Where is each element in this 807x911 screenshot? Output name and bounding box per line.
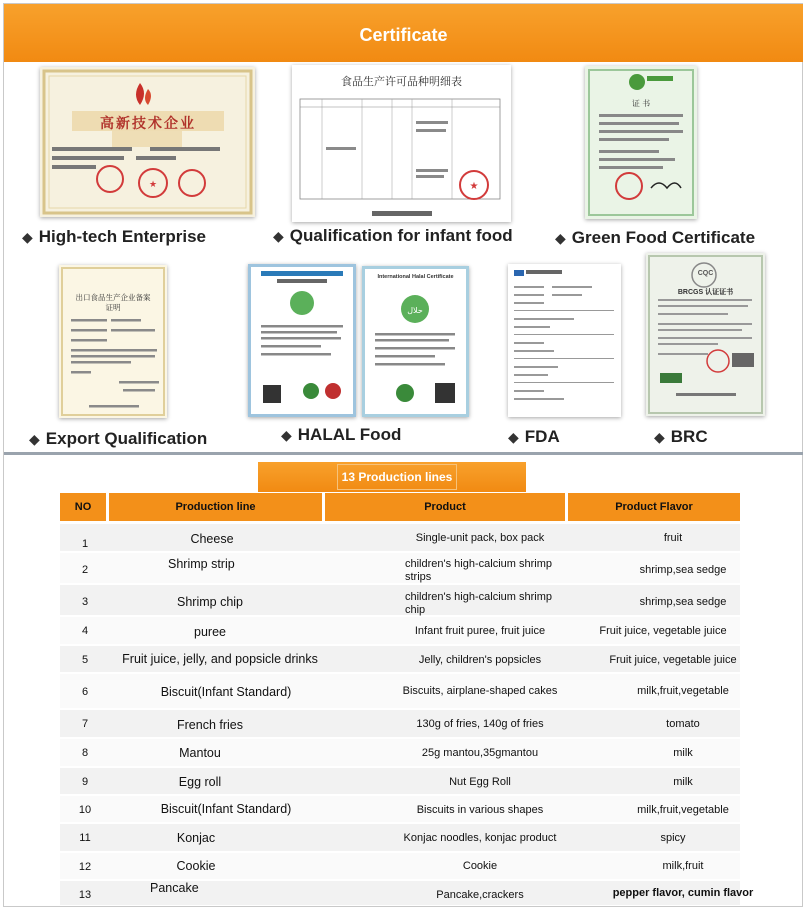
cell-production-line: Cookie <box>176 859 216 873</box>
caption-export-text: Export Qualification <box>45 429 208 448</box>
cell-no: 6 <box>81 686 89 698</box>
cert-brc-logo: CQC <box>697 270 714 277</box>
cell-no: 5 <box>81 654 89 666</box>
cert-brc-doc-title: BRCGS 认证证书 <box>677 289 734 296</box>
cert-export-image <box>59 265 167 418</box>
diamond-bullet-icon: ◆ <box>273 228 284 244</box>
cell-no: 3 <box>81 596 89 608</box>
table-row <box>60 674 740 708</box>
cert-export-graphic <box>59 265 167 418</box>
cert-brc-image <box>646 253 765 416</box>
cell-product: 130g of fries, 140g of fries <box>416 718 544 730</box>
table-header-line: Production line <box>109 493 322 521</box>
cell-production-line: Mantou <box>179 746 221 760</box>
diamond-bullet-icon: ◆ <box>508 429 519 445</box>
cell-product: Jelly, children's popsicles <box>418 654 542 666</box>
caption-halal-text: HALAL Food <box>297 425 402 444</box>
cell-production-line: Fruit juice, jelly, and popsicle drinks <box>122 652 318 666</box>
cell-no: 11 <box>79 832 91 844</box>
cell-production-line: Shrimp strip <box>168 557 235 571</box>
cell-no: 9 <box>81 776 89 788</box>
table-header-no: NO <box>60 493 106 521</box>
cell-product: Single-unit pack, box pack <box>415 532 545 544</box>
caption-hightech-text: High-tech Enterprise <box>38 227 206 246</box>
cert-infant-image <box>292 65 511 222</box>
table-row <box>60 853 740 879</box>
cell-flavor: shrimp,sea sedge <box>639 596 727 608</box>
cell-production-line: Biscuit(Infant Standard) <box>160 685 292 699</box>
cert-hightech-seal-text: 高新技术企业 <box>100 115 196 131</box>
diamond-bullet-icon: ◆ <box>281 427 292 443</box>
table-header-product: Product <box>325 493 565 521</box>
cell-product: Nut Egg Roll <box>449 776 511 788</box>
cell-flavor: spicy <box>660 832 686 844</box>
table-row <box>60 646 740 672</box>
caption-hightech <box>22 227 206 247</box>
cell-no: 2 <box>81 564 89 576</box>
table-row <box>60 553 740 583</box>
cell-product: Biscuits in various shapes <box>416 804 544 816</box>
cert-brc-graphic <box>646 253 765 416</box>
cell-flavor: Fruit juice, vegetable juice <box>599 625 727 637</box>
cell-product: children's high-calcium shrimp chip <box>405 591 552 616</box>
caption-green-text: Green Food Certificate <box>571 228 756 247</box>
svg-text:★: ★ <box>469 181 479 192</box>
cell-product: Pancake,crackers <box>436 889 524 901</box>
cell-flavor: milk,fruit,vegetable <box>637 804 729 816</box>
caption-fda-text: FDA <box>524 427 560 446</box>
section-divider <box>4 452 803 455</box>
cell-production-line: Pancake <box>150 881 199 895</box>
cert-halal-graphic-2 <box>365 269 466 414</box>
cell-production-line: Cheese <box>190 532 234 546</box>
cert-green-doc-title: 证 书 <box>631 99 651 108</box>
production-banner-title: 13 Production lines <box>337 464 457 490</box>
cert-halal-graphic-1 <box>251 267 353 414</box>
cell-flavor: Fruit juice, vegetable juice <box>609 654 737 666</box>
diamond-bullet-icon: ◆ <box>555 230 566 246</box>
cell-no: 13 <box>78 889 92 901</box>
cell-product: children's high-calcium shrimp strips <box>405 558 552 583</box>
cell-no: 4 <box>81 625 89 637</box>
table-row <box>60 881 754 905</box>
cell-no: 12 <box>78 861 92 873</box>
table-row <box>60 585 740 615</box>
table-row <box>60 524 740 551</box>
cert-export-doc-title: 出口食品生产企业备案证明 <box>75 293 151 312</box>
cell-flavor: pepper flavor, cumin flavor <box>612 887 754 899</box>
caption-infant <box>273 226 513 246</box>
cell-product: Cookie <box>462 860 498 872</box>
cell-no: 7 <box>81 718 89 730</box>
table-row <box>60 768 740 794</box>
table-row <box>60 739 740 766</box>
cert-green-image <box>585 66 697 219</box>
cell-no: 1 <box>81 538 89 550</box>
cell-product: Konjac noodles, konjac product <box>403 832 557 844</box>
caption-fda <box>508 427 560 447</box>
caption-halal <box>281 425 401 445</box>
cell-flavor: tomato <box>666 718 700 730</box>
table-header-flavor: Product Flavor <box>568 493 740 521</box>
certificate-header <box>4 4 803 62</box>
cert-halal-doc-title: International Halal Certificate <box>377 274 454 280</box>
cell-no: 10 <box>78 804 92 816</box>
cell-flavor: fruit <box>663 532 683 544</box>
table-row <box>60 824 740 851</box>
header-title: Certificate <box>359 25 448 45</box>
cell-flavor: shrimp,sea sedge <box>639 564 727 576</box>
caption-green <box>555 228 755 248</box>
cell-production-line: Biscuit(Infant Standard) <box>160 802 292 816</box>
cell-production-line: Shrimp chip <box>177 595 243 609</box>
table-row <box>60 617 740 644</box>
cell-production-line: puree <box>194 625 226 639</box>
cell-product: Biscuits, airplane-shaped cakes <box>402 685 558 697</box>
table-row <box>60 796 740 822</box>
cell-flavor: milk <box>673 776 693 788</box>
cert-hightech-image <box>40 67 255 217</box>
cell-production-line: French fries <box>177 718 243 732</box>
cert-hightech-graphic <box>40 67 255 217</box>
caption-infant-text: Qualification for infant food <box>289 226 513 245</box>
caption-brc <box>654 427 708 447</box>
cert-green-graphic <box>585 66 697 219</box>
cell-product: Infant fruit puree, fruit juice <box>414 625 546 637</box>
diamond-bullet-icon: ◆ <box>654 429 665 445</box>
caption-brc-text: BRC <box>670 427 708 446</box>
cell-flavor: milk,fruit <box>662 860 704 872</box>
caption-export <box>29 429 207 449</box>
cert-halal-image-1 <box>248 264 356 417</box>
cert-fda-graphic <box>508 264 621 417</box>
diamond-bullet-icon: ◆ <box>22 229 33 245</box>
cell-production-line: Konjac <box>176 831 216 845</box>
cell-no: 8 <box>81 747 89 759</box>
cert-halal-image-2 <box>362 266 469 417</box>
svg-text:حلال: حلال <box>407 306 423 315</box>
table-row <box>60 710 740 737</box>
diamond-bullet-icon: ◆ <box>29 431 40 447</box>
cell-production-line: Egg roll <box>178 775 222 789</box>
cert-fda-image <box>508 264 621 417</box>
cell-flavor: milk <box>673 747 693 759</box>
cert-infant-doc-title: 食品生产许可品种明细表 <box>341 76 462 88</box>
cell-product: 25g mantou,35gmantou <box>421 747 539 759</box>
svg-text:★: ★ <box>148 179 158 189</box>
cell-flavor: milk,fruit,vegetable <box>637 685 729 697</box>
